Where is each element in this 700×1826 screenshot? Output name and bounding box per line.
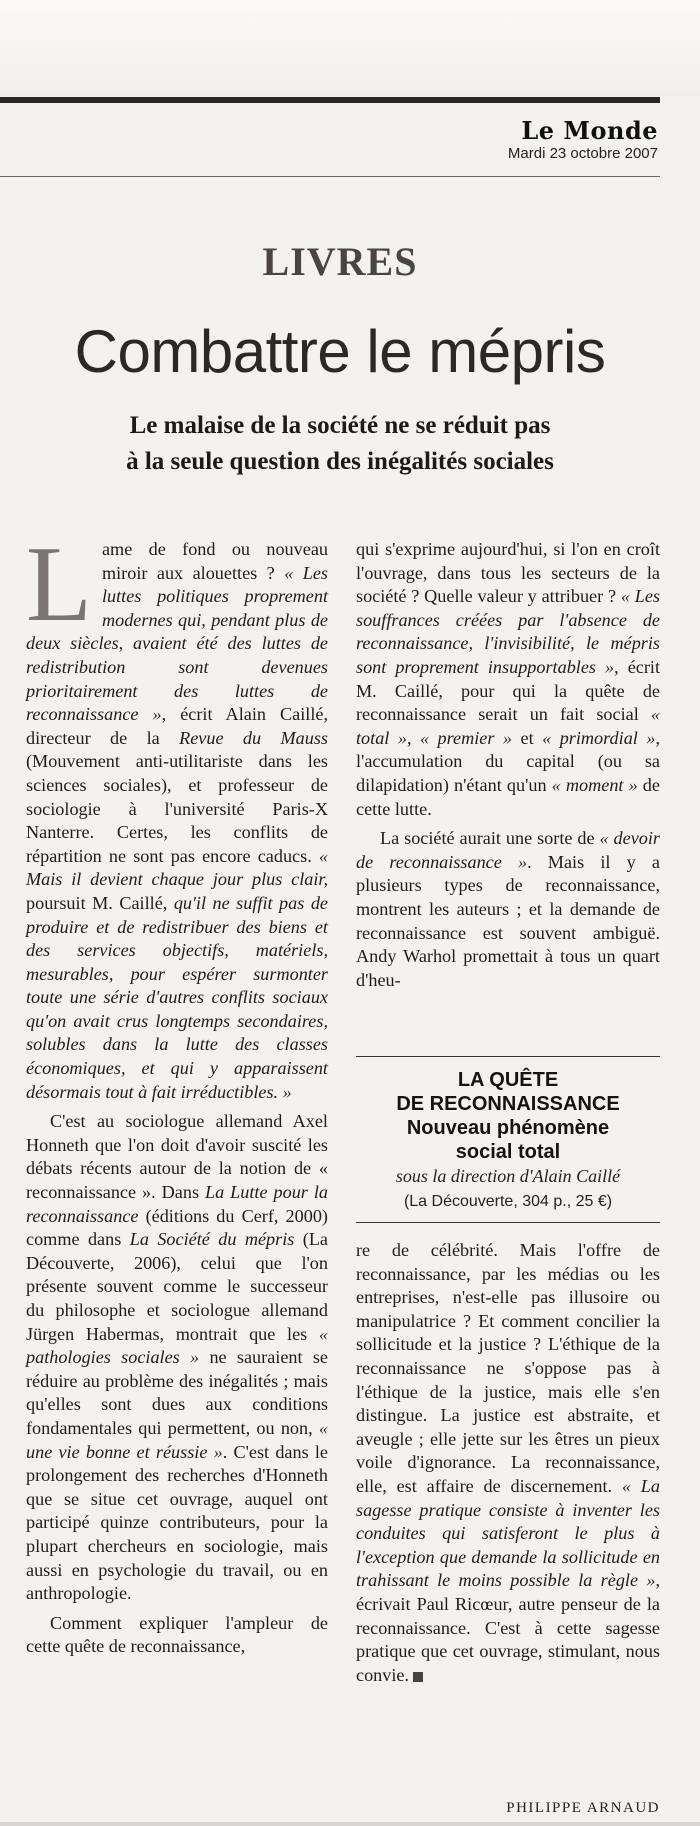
newspaper-logo: Le Monde [521, 116, 658, 145]
article-deck [40, 408, 640, 480]
paragraph: Comment expliquer l'ampleur de cette quête de reconnaissance, [26, 1612, 328, 1657]
section-rubric: LIVRES [262, 239, 418, 284]
header-rule [0, 176, 660, 177]
book-title-line: LA QUÊTE [457, 1069, 559, 1091]
paragraph: re de célébrité. Mais l'offre de reconnaissance, par les médias ou les entreprises, n'est-elle pas illusoire ou manipulatrice ? Et comment concilier la sollicitude et la justice ? L'éthique de la reconnaissance ne s'oppose pas à l'éthique de la justice, mais elle s'en distingue. La justice est abstraite, et aveugle ; elle jette sur les êtres un pieux voile d'ignorance. La reconnaissance, elle, est affaire de discernement. « La sagesse pratique consiste à inventer les conduites qui satisferont le plus à l'exception que demande la sollicitude en trahissant le moins possible la règle », écrivait Paul Ricœur, autre penseur de la reconnaissance. C'est à cette sagesse pratique que cet ouvrage, stimulant, nous convie. [356, 1240, 660, 1685]
paragraph: La société aurait une sorte de « devoir de reconnaissance ». Mais il y a plusieurs types de reconnaissance, montrent les auteurs ; et la demande de reconnaissance est souvent ambiguë. Andy Warhol promettait à tous un quart d'heu- [356, 828, 660, 990]
box-rule-bottom [356, 1222, 660, 1223]
article-headline: Combattre le mépris [74, 318, 606, 385]
book-publisher: (La Découverte, 304 p., 25 €) [403, 1193, 613, 1210]
deck-line-1: Le malaise de la société ne se réduit pas [129, 412, 551, 439]
article-column-3 [356, 1239, 660, 1687]
end-mark-icon [413, 1672, 423, 1682]
book-title-line: DE RECONNAISSANCE [396, 1093, 620, 1115]
deck-line-2: à la seule question des inégalités sociales [126, 448, 554, 475]
book-subtitle-line: Nouveau phénomène [406, 1117, 610, 1139]
top-rule [0, 97, 660, 103]
author-byline: PHILIPPE ARNAUD [506, 1800, 660, 1816]
drop-cap: L [26, 525, 92, 644]
book-info-box [356, 1068, 660, 1214]
book-subtitle-line: social total [455, 1141, 561, 1163]
bottom-rule [0, 1822, 700, 1826]
book-direction: sous la direction d'Alain Caillé [395, 1166, 621, 1186]
paragraph: C'est au sociologue allemand Axel Honneth que l'on doit d'avoir suscité les débats récents autour de la notion de « reconnaissance ». Dans La Lutte pour la reconnaissance (éditions du Cerf, 2000) comme dans La Société du mépris (La Découverte, 2006), celui que l'on présente souvent comme le successeur du philosophe et sociologue allemand Jürgen Habermas, montrait que les « pathologies sociales » ne sauraient se réduire au problème des inégalités ; mais qu'elles sont dues aux conditions fondamentales qui permettent, ou non, « une vie bonne et réussie ». C'est dans le prolongement des recherches d'Honneth que se situe cet ouvrage, auquel ont participé quinze contributeurs, pour la plupart chercheurs en sociologie, mais aussi en psychologie du travail, ou en anthropologie. [26, 1111, 329, 1604]
masthead [508, 118, 658, 164]
paragraph: Lame de fond ou nouveau miroir aux alouettes ? « Les luttes politiques proprement modernes qui, pendant plus de deux siècles, avaient été des luttes de redistribution sont devenues prioritairement des luttes de reconnaissance », écrit Alain Caillé, directeur de la Revue du Mauss (Mouvement anti-utilitariste dans les sciences sociales), et professeur de sociologie à l'université Paris-X Nanterre. Certes, les conflits de répartition ne sont pas encore caducs. « Mais il devient chaque jour plus clair, poursuit M. Caillé, qu'il ne suffit pas de produire et de redistribuer des biens et des services objectifs, matériels, mesurables, pour espérer surmonter toute une série d'autres conflits sociaux qu'on avait crus longtemps secondaires, solubles dans la lutte des classes économiques, et qui y apparaissent désormais tout à fait irréductibles. » [26, 525, 329, 1102]
box-rule-top [356, 1056, 660, 1057]
page-top-margin [0, 0, 700, 96]
article-column-1 [26, 525, 329, 1659]
article-column-2 [356, 538, 660, 992]
issue-date: Mardi 23 octobre 2007 [507, 145, 658, 162]
paragraph: qui s'exprime aujourd'hui, si l'on en croît l'ouvrage, dans tous les secteurs de la société ? Quelle valeur y attribuer ? « Les souffrances créées par l'absence de reconnaissance, l'invisibilité, le mépris sont proprement insupportables », écrit M. Caillé, pour qui la quête de reconnaissance serait un fait social « total », « premier » et « primordial », l'accumulation du capital (ou sa dilapidation) n'étant qu'un « moment » de cette lutte. [356, 539, 661, 819]
